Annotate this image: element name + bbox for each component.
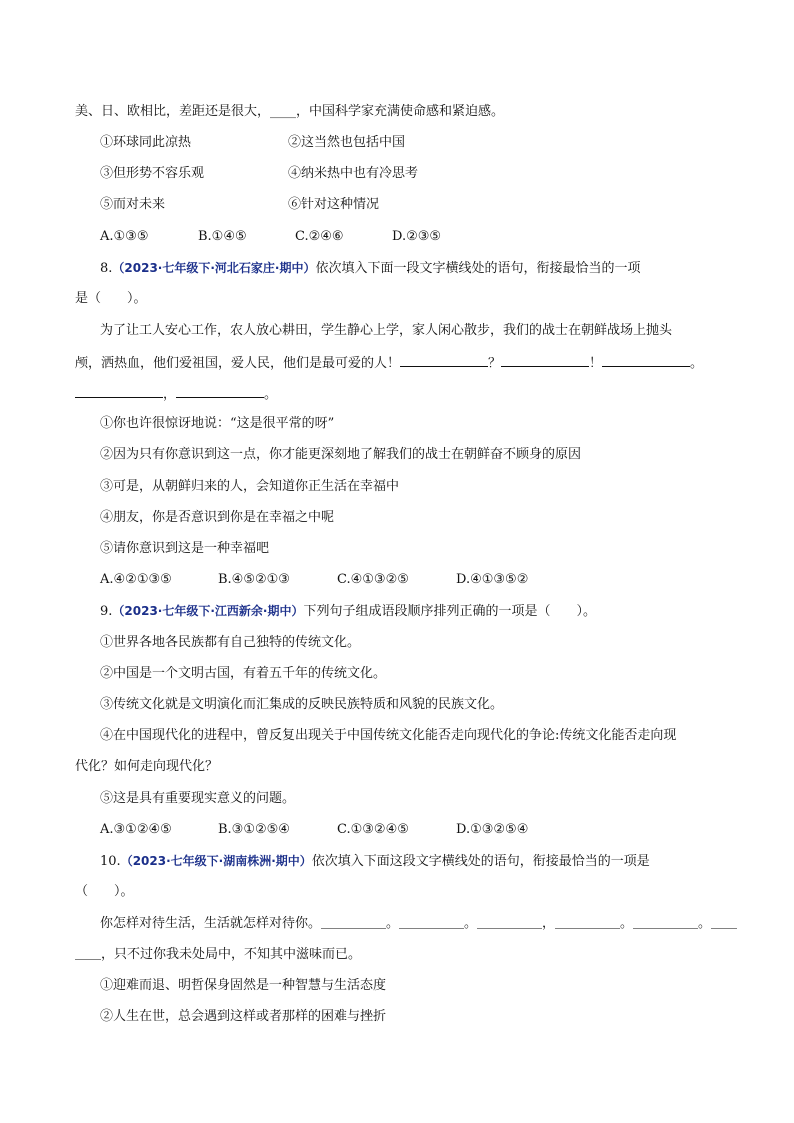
q9-option-4: ④在中国现代化的进程中，曾反复出现关于中国传统文化能否走向现代化的争论:传统文化能否走向现 (100, 728, 677, 743)
q8-passage-line1: 为了让工人安心工作，农人放心耕田，学生静心上学，家人闲心散步，我们的战士在朝鲜战场上抛头 (100, 323, 673, 338)
q7-option-5: ⑤而对未来 (100, 197, 166, 212)
q8-option-2: ②因为只有你意识到这一点，你才能更深刻地了解我们的战士在朝鲜奋不顾身的原因 (100, 447, 582, 462)
q8-choice-a[interactable]: A.④②①③⑤ (100, 572, 172, 587)
q7-option-4: ④纳米热中也有冷思考 (288, 166, 419, 181)
q9-option-2: ②中国是一个文明古国，有着五千年的传统文化。 (100, 666, 387, 681)
q9-choice-d[interactable]: D.①③②⑤④ (456, 822, 529, 837)
q7-tail-text: 美、日、欧相比，差距还是很大，____，中国科学家充满使命感和紧迫感。 (75, 104, 505, 119)
q8-option-4: ④朋友，你是否意识到你是在幸福之中呢 (100, 510, 335, 525)
q8-blank-3[interactable] (602, 353, 690, 367)
q7-option-2: ②这当然也包括中国 (288, 135, 406, 150)
q8-blank-5[interactable] (176, 384, 264, 398)
q8-stem-line (100, 259, 641, 278)
q8-passage-line2 (75, 353, 703, 373)
q9-option-4-cont: 代化？如何走向现代化？ (75, 759, 219, 774)
q10-option-2: ②人生在世，总会遇到这样或者那样的困难与挫折 (100, 1009, 387, 1024)
q9-stem: 下列句子组成语段顺序排列正确的一项是（ ）。 (303, 604, 596, 619)
q8-stem-cont: 是（ ）。 (75, 291, 147, 306)
q9-answer-choices (100, 821, 576, 839)
q8-choice-b[interactable]: B.④⑤②①③ (218, 572, 290, 587)
q10-passage-line1: 你怎样对待生活，生活就怎样对待你。＿＿＿＿＿。＿＿＿＿＿。＿＿＿＿＿，＿＿＿＿＿。＿＿＿＿＿。＿＿ (100, 916, 738, 931)
q10-passage-line2: ＿＿，只不过你我未处局中，不知其中滋味而已。 (75, 947, 362, 962)
q10-source-tag: （2023·七年级下·湖南株洲·期中） (120, 854, 312, 868)
q8-blank-4[interactable] (75, 384, 163, 398)
q8-blank-1[interactable] (400, 353, 488, 367)
q8-choice-c[interactable]: C.④①③②⑤ (337, 572, 409, 587)
q9-option-3: ③传统文化就是文明演化而汇集成的反映民族特质和风貌的民族文化。 (100, 697, 504, 712)
q7-option-1: ①环球同此凉热 (100, 135, 192, 150)
q9-number: 9. (100, 604, 113, 619)
q10-stem-cont: （ ）。 (75, 884, 134, 899)
q7-choice-c[interactable]: C.②④⑥ (295, 229, 344, 244)
q8-punct-4: ， (163, 387, 177, 402)
q7-answer-choices (100, 228, 512, 246)
q7-choice-d[interactable]: D.②③⑤ (392, 229, 442, 244)
q9-stem-line (100, 602, 596, 621)
q7-choice-b[interactable]: B.①④⑤ (198, 229, 247, 244)
q9-choice-a[interactable]: A.③①②④⑤ (100, 822, 172, 837)
q8-stem: 依次填入下面一段文字横线处的语句，衔接最恰当的一项 (315, 261, 641, 276)
q8-option-5: ⑤请你意识到这是一种幸福吧 (100, 541, 270, 556)
q9-source-tag: （2023·七年级下·江西新余·期中） (112, 604, 304, 618)
q8-number: 8. (100, 261, 113, 276)
q8-punct-3: 。 (690, 356, 704, 371)
q8-passage-text: 颅，洒热血，他们爱祖国，爱人民，他们是最可爱的人！ (75, 356, 401, 371)
q10-option-1: ①迎难而退、明哲保身固然是一种智慧与生活态度 (100, 978, 387, 993)
q8-punct-2: ！ (589, 356, 603, 371)
q9-option-5: ⑤这是具有重要现实意义的问题。 (100, 791, 296, 806)
q8-option-1: ①你也许很惊讶地说：“这是很平常的呀” (100, 416, 335, 431)
q8-blank-2[interactable] (501, 353, 589, 367)
q10-stem-line (100, 852, 650, 871)
q9-option-1: ①世界各地各民族都有自己独特的传统文化。 (100, 635, 361, 650)
q8-answer-choices (100, 571, 576, 589)
q8-option-3: ③可是，从朝鲜归来的人，会知道你正生活在幸福中 (100, 479, 400, 494)
q7-option-6: ⑥针对这种情况 (288, 197, 380, 212)
q10-number: 10. (100, 854, 121, 869)
q8-source-tag: （2023·七年级下·河北石家庄·期中） (112, 261, 316, 275)
q7-option-3: ③但形势不容乐观 (100, 166, 205, 181)
q7-choice-a[interactable]: A.①③⑤ (100, 229, 149, 244)
q8-passage-line3 (75, 384, 277, 404)
q8-choice-d[interactable]: D.④①③⑤② (456, 572, 529, 587)
q8-punct-5: 。 (264, 387, 278, 402)
q10-stem: 依次填入下面这段文字横线处的语句，衔接最恰当的一项是 (311, 854, 650, 869)
q8-punct-1: ？ (488, 356, 502, 371)
q9-choice-c[interactable]: C.①③②④⑤ (337, 822, 409, 837)
q9-choice-b[interactable]: B.③①②⑤④ (218, 822, 290, 837)
